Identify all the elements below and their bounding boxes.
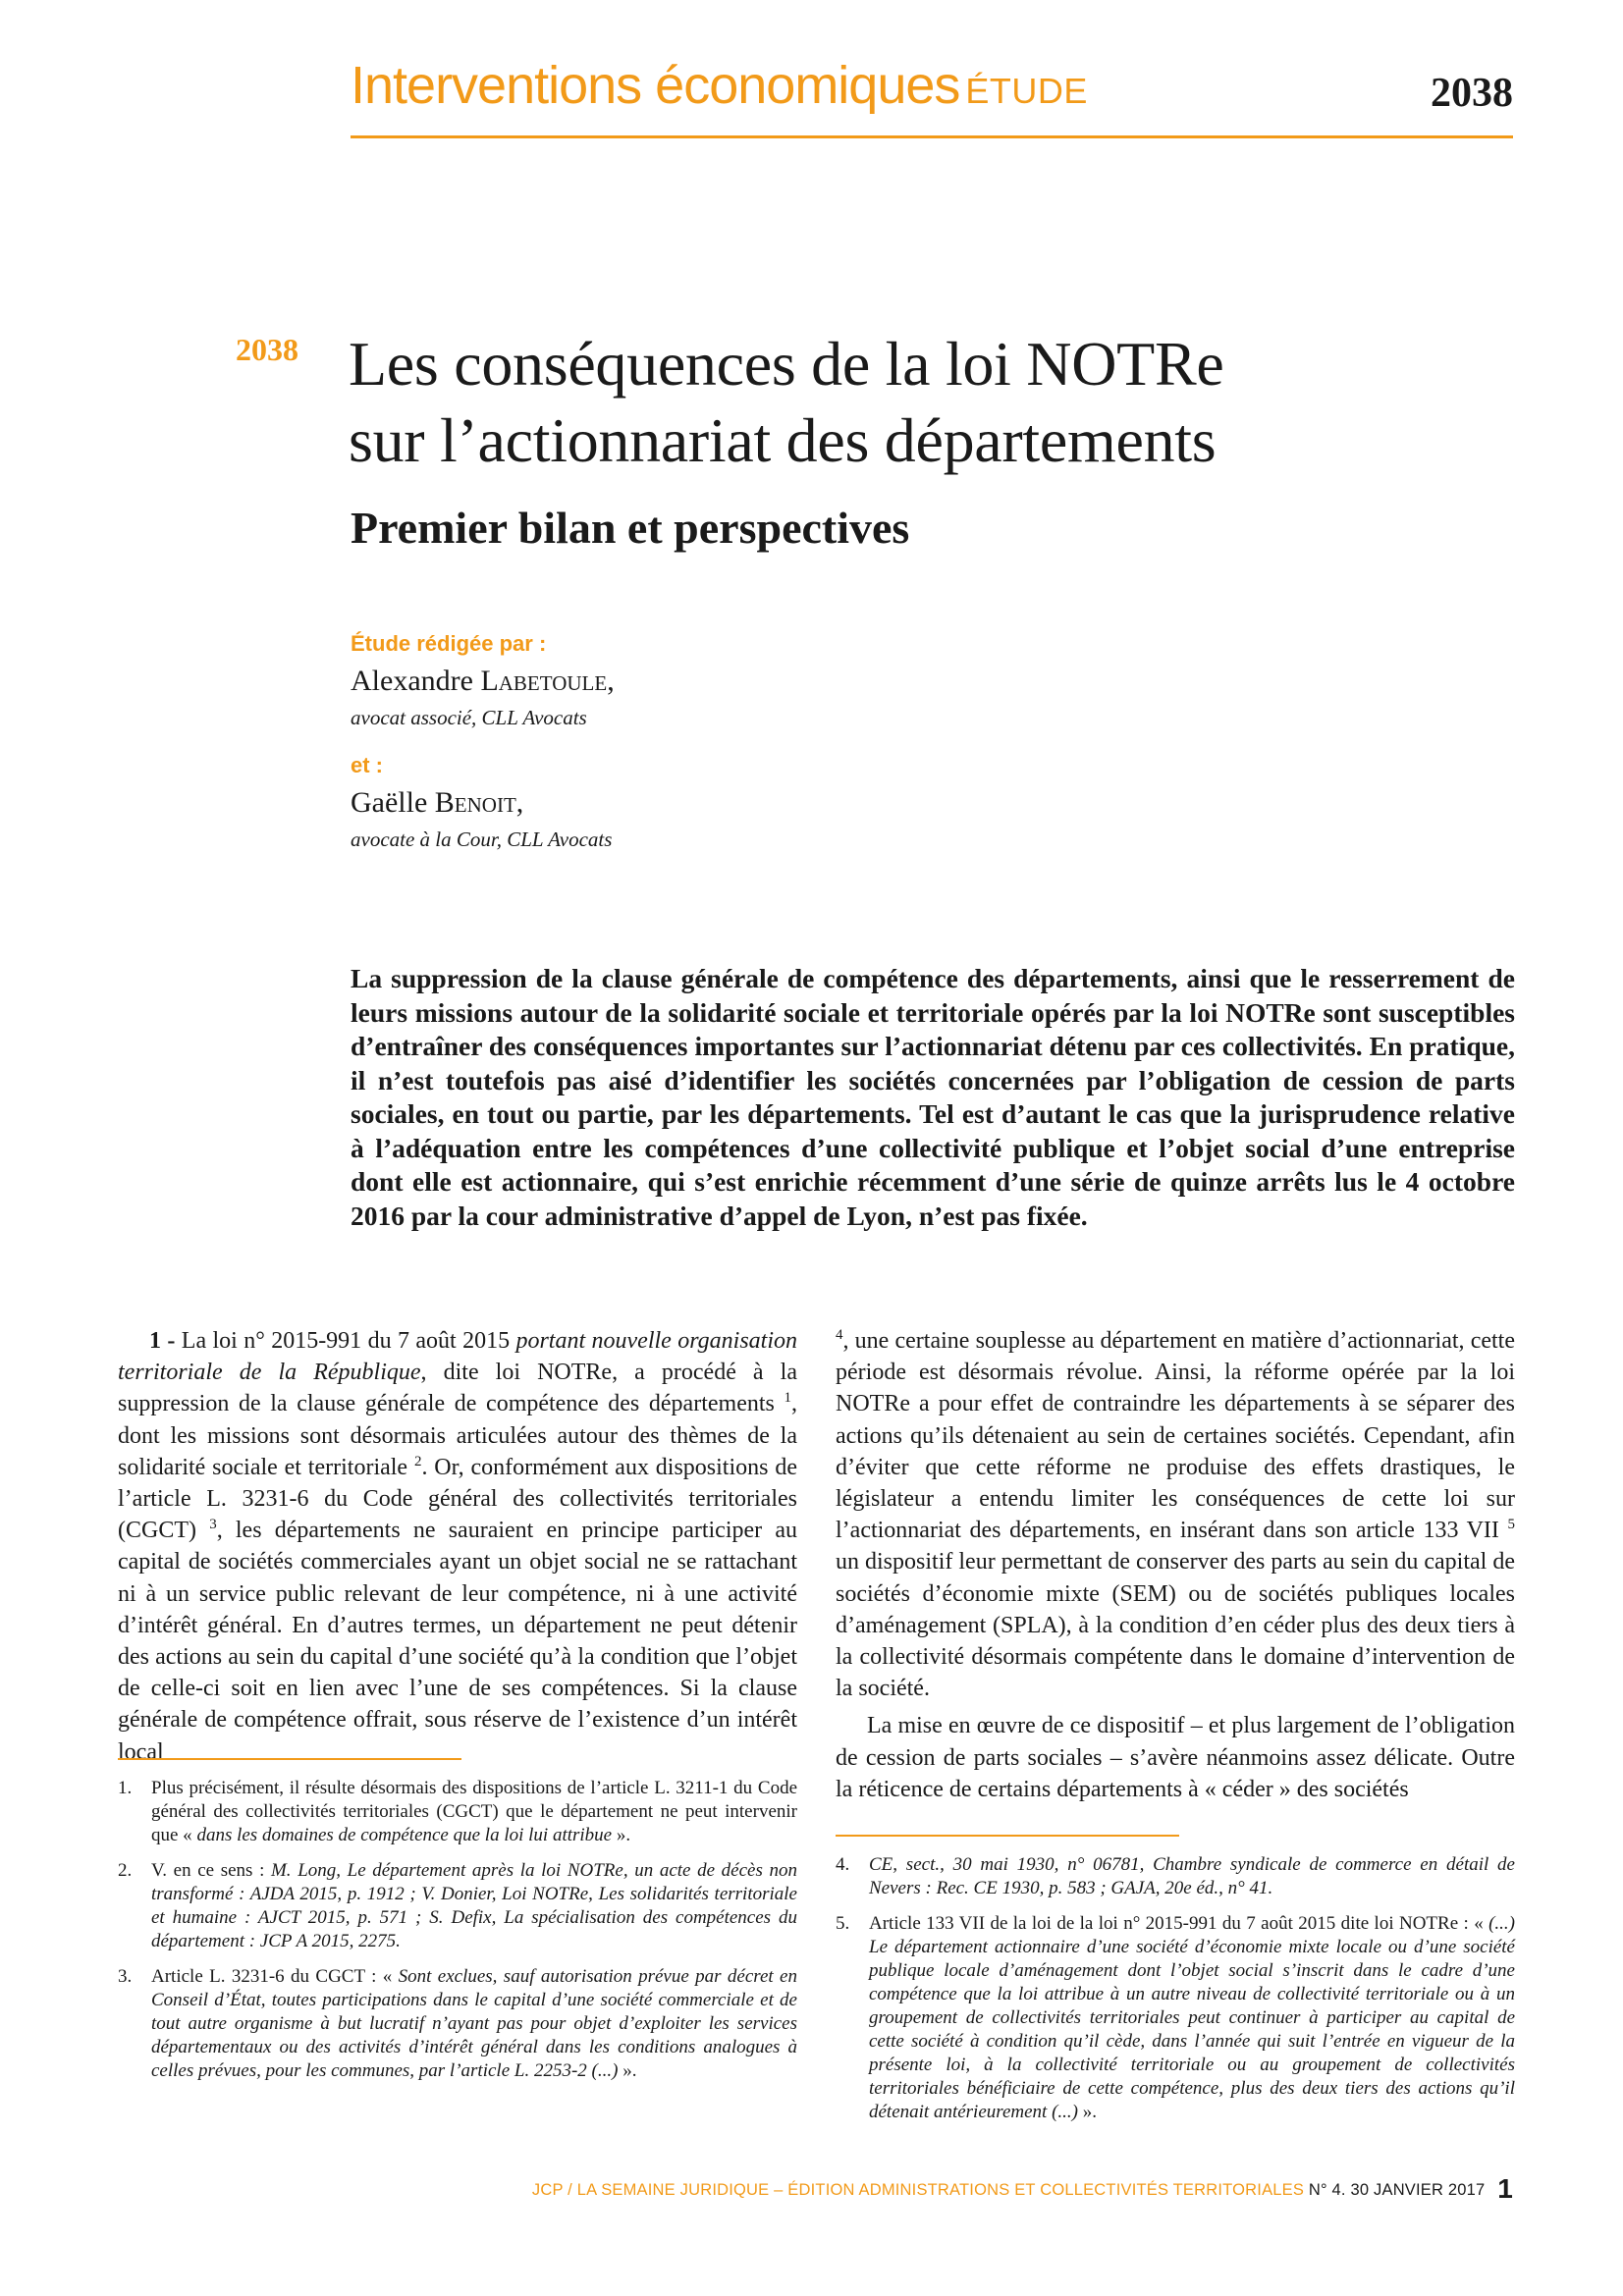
footnote-ref[interactable]: 5 [1507, 1517, 1515, 1533]
footnotes-right [836, 1853, 1515, 2136]
footnote-ref[interactable]: 1 [784, 1390, 791, 1407]
header-divider [351, 135, 1513, 138]
author-name: Gaëlle Benoit, [351, 786, 524, 819]
author-role: avocat associé, CLL Avocats [351, 706, 587, 729]
written-by-label: Étude rédigée par : [351, 631, 547, 656]
title-line-1: Les conséquences de la loi NOTRe [349, 329, 1224, 399]
footnote-ref[interactable]: 2 [413, 1453, 422, 1469]
footnote-3: 3. Article L. 3231-6 du CGCT : « Sont exclues, sauf autorisation prévue par décret en Conseil d’État, toutes participations dans le capital d’une société commerciale et de tout autre organisme à but lucratif n’ayant pas pour objet d’exploiter les services départementaux ou des activités d’intérêt général dans les conditions analogues à celles prévues, pour les communes, par l’article L. 2253-2 (...) ». [118, 1966, 797, 2081]
paragraph-2: La mise en œuvre de ce dispositif – et plus largement de l’obligation de cession de parts sociales – s’avère néanmoins assez délicate. Outre la réticence de certains départements à « céder » des sociétés [836, 1713, 1515, 1802]
article-subtitle: Premier bilan et perspectives [351, 503, 910, 553]
article-title [349, 326, 1527, 479]
article-number: 2038 [236, 332, 298, 367]
authors-block [351, 628, 1038, 872]
footnote-2: 2. V. en ce sens : M. Long, Le département après la loi NOTRe, un acte de décès non transformé : AJDA 2015, p. 1912 ; V. Donier, Loi NOTRe, Les solidarités territoriale et humaine : AJCT 2015, p. 571 ; S. Defix, La spécialisation des compétences du département : JCP A 2015, 2275. [118, 1860, 797, 1951]
publication-name: JCP / LA SEMAINE JURIDIQUE – ÉDITION ADMINISTRATIONS ET COLLECTIVITÉS TERRITORIALES [531, 2181, 1305, 2199]
body-column-right [836, 1325, 1515, 1805]
author-role: avocate à la Cour, CLL Avocats [351, 828, 613, 851]
section-header [351, 57, 1088, 115]
paragraph-number: 1 - [149, 1328, 176, 1354]
footnote-5: 5. Article 133 VII de la loi de la loi n° 2015-991 du 7 août 2015 dite loi NOTRe : « (...) Le département actionnaire d’une société d’économie mixte locale ou d’une société publique locale d’aménagement dont l’objet social s’inscrit dans le cadre d’une compétence que la loi attribue à un autre niveau de collectivité territoriale ou à un groupement de collectivités territoriales peut continuer à participer au capital de cette société à condition qu’il cède, dans l’année qui suit l’entrée en vigueur de la présente loi, à la collectivité territoriale ou au groupement de collectivités territoriales bénéficiaire de cette compétence, plus des deux tiers des actions qu’il détenait antérieurement (...) ». [836, 1913, 1515, 2122]
title-line-2: sur l’actionnariat des départements [349, 405, 1217, 475]
footnotes-left [118, 1777, 797, 2095]
page-footer [532, 2173, 1513, 2205]
body-column-left [118, 1325, 797, 1768]
footnote-ref[interactable]: 3 [209, 1517, 217, 1533]
footnote-4: 4. CE, sect., 30 mai 1930, n° 06781, Chambre syndicale de commerce en détail de Nevers : Rec. CE 1930, p. 583 ; GAJA, 20e éd., n° 41. [836, 1854, 1515, 1898]
author-name: Alexandre Labetoule, [351, 665, 615, 697]
issue-info: N° 4. 30 JANVIER 2017 [1308, 2181, 1486, 2199]
footnote-divider [118, 1758, 461, 1760]
footnote-divider [836, 1835, 1179, 1837]
article-type: ÉTUDE [965, 71, 1088, 111]
footnote-ref[interactable]: 4 [836, 1327, 843, 1343]
and-label: et : [351, 753, 383, 777]
footnote-1: 1. Plus précisément, il résulte désormais des dispositions de l’article L. 3211-1 du Code général des collectivités territoriales (CGCT) que le département ne peut intervenir que « dans les domaines de compétence que la loi lui attribue ». [118, 1778, 797, 1845]
section-name: Interventions économiques [351, 56, 960, 115]
header-article-number: 2038 [1431, 71, 1513, 116]
page-number: 1 [1497, 2173, 1513, 2204]
abstract: La suppression de la clause générale de compétence des départements, ainsi que le resserrement de leurs missions autour de la solidarité sociale et territoriale opérés par la loi NOTRe sont susceptibles d’entraîner des conséquences importantes sur l’actionnariat détenu par ces collectivités. En pratique, il n’est toutefois pas aisé d’identifier les sociétés concernées par l’obligation de cession de parts sociales, en tout ou partie, par les départements. Tel est d’autant le cas que la jurisprudence relative à l’adéquation entre les compétences d’une collectivité publique et l’objet social d’une entreprise dont elle est actionnaire, qui s’est enrichie récemment d’une série de quinze arrêts lus le 4 octobre 2016 par la cour administrative d’appel de Lyon, n’est pas fixée. [351, 963, 1515, 1231]
paragraph-1: 1 - La loi n° 2015-991 du 7 août 2015 portant nouvelle organisation territoriale de la République, dite loi NOTRe, a procédé à la suppression de la clause générale de compétence des départements $^1$, dont les missions sont désormais articulées autour des thèmes de la solidarité sociale et territoriale $^2$. Or, conformément aux dispositions de l’article L. 3231-6 du Code général des collectivités territoriales (CGCT) $^3$, les départements ne sauraient en principe participer au capital de sociétés commerciales ayant un objet social ne se rattachant ni à un service public relevant de leur compétence, ni à une activité d’intérêt général. En d’autres termes, un département ne peut détenir des actions au sein du capital d’une société qu’à la condition que l’objet de celle-ci soit en lien avec l’une de ses compétences. Si la clause générale de compétence offrait, sous réserve de l’existence d’un intérêt local [118, 1328, 797, 1765]
paragraph-1-continued: $^4$, une certaine souplesse au département en matière d’actionnariat, cette période est désormais révolue. Ainsi, la réforme opérée par la loi NOTRe a pour effet de contraindre les départements à se séparer des actions qu’ils détenaient au sein de certaines sociétés. Cependant, afin d’éviter que cette réforme ne produise des effets drastiques, le législateur a entendu limiter les conséquences de cette loi sur l’actionnariat des départements, en insérant dans son article 133 VII $^5$ un dispositif leur permettant de conserver des parts au sein du capital de sociétés d’économie mixte (SEM) ou de sociétés publiques locales d’aménagement (SPLA), à la condition d’en céder plus des deux tiers à la collectivité désormais compétente dans le domaine d’intervention de la société. [836, 1327, 1515, 1702]
